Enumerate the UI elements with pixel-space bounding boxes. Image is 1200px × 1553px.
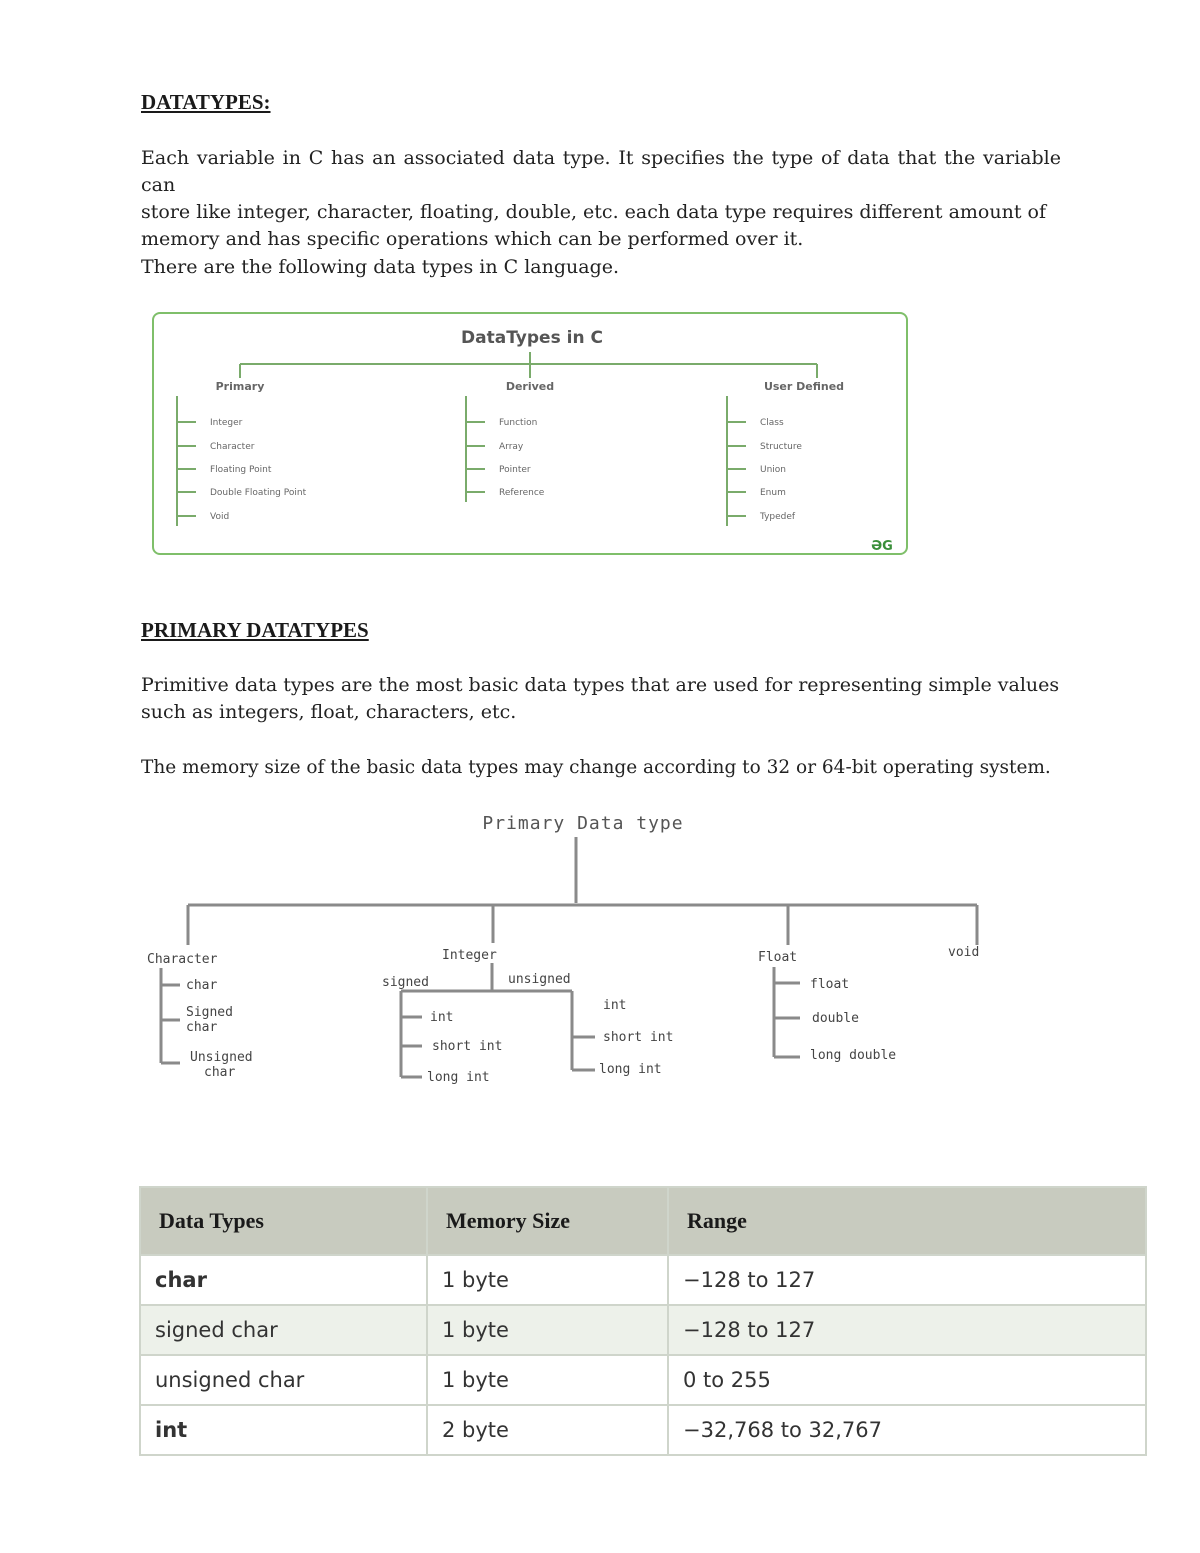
primary-line-2: such as integers, float, characters, etc. xyxy=(141,701,517,723)
derived-item: Function xyxy=(499,418,538,428)
primary-item: Double Floating Point xyxy=(210,488,307,498)
character-item: char xyxy=(186,1020,218,1035)
datatypes-in-c-diagram xyxy=(152,312,908,555)
group-user-defined-label: User Defined xyxy=(763,380,845,393)
signed-int-item: long int xyxy=(427,1070,490,1085)
diagram-title: DataTypes in C xyxy=(461,328,603,348)
table-row xyxy=(140,1355,1146,1405)
signed-label: signed xyxy=(382,975,429,990)
cell-range: −128 to 127 xyxy=(668,1255,1146,1305)
character-item: Signed xyxy=(186,1005,233,1020)
float-item: long double xyxy=(810,1048,897,1063)
cell-type: signed char xyxy=(140,1305,427,1355)
cell-type: char xyxy=(140,1255,427,1305)
primary-diagram-lines xyxy=(161,837,980,1077)
table-row xyxy=(140,1305,1146,1355)
character-label: Character xyxy=(147,952,218,967)
cell-size: 1 byte xyxy=(427,1255,668,1305)
datatypes-heading: DATATYPES: xyxy=(141,90,271,114)
intro-line-3: memory and has specific operations which can be performed over it. xyxy=(141,228,804,250)
signed-int-item: short int xyxy=(432,1039,503,1054)
primary-intro-paragraph xyxy=(141,672,1061,726)
character-item: Unsigned xyxy=(190,1050,253,1065)
primary-data-type-diagram xyxy=(140,805,1020,1095)
derived-item: Reference xyxy=(499,488,545,498)
primary-item: Void xyxy=(210,512,230,522)
derived-item: Pointer xyxy=(499,465,531,475)
header-memory-size: Memory Size xyxy=(427,1187,668,1255)
float-item: float xyxy=(810,977,850,992)
primary-item: Floating Point xyxy=(210,465,272,475)
cell-range: 0 to 255 xyxy=(668,1355,1146,1405)
header-data-types: Data Types xyxy=(140,1187,427,1255)
header-range: Range xyxy=(668,1187,1146,1255)
primary-item: Character xyxy=(210,442,255,452)
integer-label: Integer xyxy=(442,948,497,963)
user-defined-item: Structure xyxy=(760,442,802,452)
table-row xyxy=(140,1405,1146,1455)
table-row xyxy=(140,1255,1146,1305)
user-defined-item: Union xyxy=(760,465,787,475)
cell-range: −128 to 127 xyxy=(668,1305,1146,1355)
character-item: char xyxy=(186,978,218,993)
primary-line-1: Primitive data types are the most basic data types that are used for representing simple values xyxy=(141,674,1060,696)
cell-size: 1 byte xyxy=(427,1305,668,1355)
unsigned-label: unsigned xyxy=(508,972,571,987)
derived-item: Array xyxy=(499,442,524,452)
intro-line-2: store like integer, character, floating, double, etc. each data type requires different amount of xyxy=(141,201,1046,223)
float-item: double xyxy=(812,1011,859,1026)
group-derived-label: Derived xyxy=(505,380,555,393)
user-defined-item: Enum xyxy=(760,488,786,498)
primary-datatypes-heading: PRIMARY DATATYPES xyxy=(141,618,369,642)
primary-diagram-title: Primary Data type xyxy=(482,813,684,834)
primary-item: Integer xyxy=(210,418,243,428)
diagram-connector-lines xyxy=(177,352,817,526)
table-header-row xyxy=(140,1187,1146,1255)
float-label: Float xyxy=(758,950,798,965)
memory-size-sentence: The memory size of the basic data types may change according to 32 or 64-bit operating system. xyxy=(141,757,1051,778)
cell-size: 1 byte xyxy=(427,1355,668,1405)
intro-line-1: Each variable in C has an associated data type. It specifies the type of data that the variable can xyxy=(141,147,1061,196)
unsigned-int-item: int xyxy=(603,998,627,1013)
cell-range: −32,768 to 32,767 xyxy=(668,1405,1146,1455)
character-item: char xyxy=(204,1065,236,1080)
cell-size: 2 byte xyxy=(427,1405,668,1455)
unsigned-int-item: short int xyxy=(603,1030,674,1045)
void-label: void xyxy=(948,945,980,960)
cell-type: unsigned char xyxy=(140,1355,427,1405)
user-defined-item: Class xyxy=(760,418,784,428)
following-types-sentence: There are the following data types in C language. xyxy=(141,256,620,278)
user-defined-item: Typedef xyxy=(760,512,796,522)
group-primary-label: Primary xyxy=(215,380,265,393)
signed-int-item: int xyxy=(430,1010,454,1025)
cell-type: int xyxy=(140,1405,427,1455)
gfg-logo: ƏG xyxy=(871,539,893,554)
datatypes-intro-paragraph xyxy=(141,145,1061,253)
datatypes-table xyxy=(139,1186,1147,1456)
unsigned-int-item: long int xyxy=(599,1062,662,1077)
